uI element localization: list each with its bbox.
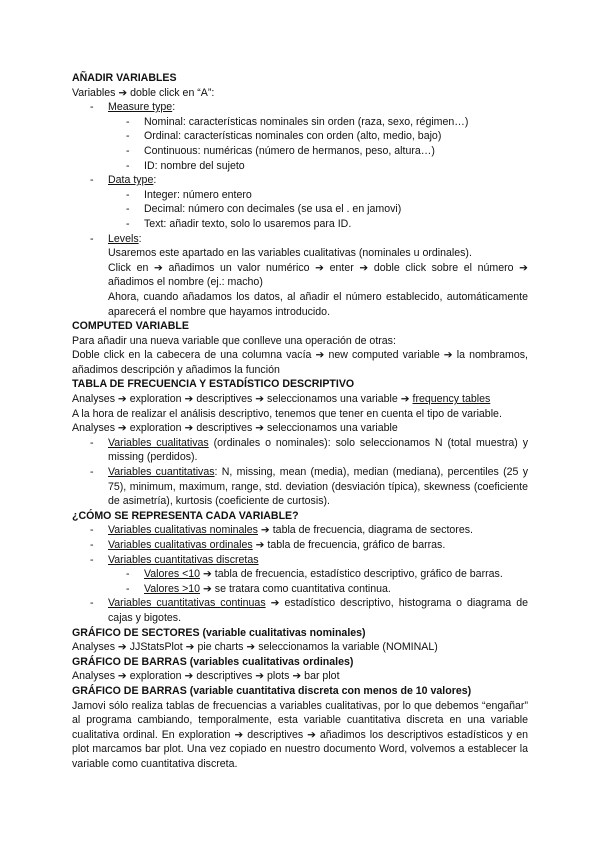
levels-paragraph: Click en ➔ añadimos un valor numérico ➔ enter ➔ doble click sobre el número ➔ añadimos el nombre (ej.: macho) xyxy=(108,261,528,289)
paragraph: Analyses ➔ exploration ➔ descriptives ➔ plots ➔ bar plot xyxy=(72,670,340,683)
heading-computed-variable: COMPUTED VARIABLE xyxy=(72,320,189,333)
list-item xyxy=(72,436,528,465)
underlined-term: Variables cuantitativas xyxy=(108,466,215,479)
frequency-tables-text: frequency tables xyxy=(412,393,491,406)
list-item xyxy=(72,538,528,553)
text-run: ➔ tabla de frecuencia, diagrama de sectores. xyxy=(257,524,473,537)
text-run: Analyses ➔ exploration ➔ descriptives ➔ seleccionamos una variable ➔ xyxy=(72,393,413,406)
paragraph: A la hora de realizar el análisis descriptivo, tenemos que tener en cuenta el tipo de variable. xyxy=(72,407,502,420)
sublist-discretas xyxy=(108,567,528,596)
list-item-data-type: - Data type: - Integer: número entero - Decimal: número con decimales (se usa el . en jamovi) - Text: añadir texto, solo lo usaremos para ID. xyxy=(72,173,528,231)
data-type-label: Data type xyxy=(108,174,154,187)
heading-anadir-variables: AÑADIR VARIABLES xyxy=(72,72,177,84)
heading-grafico-barras-discreta: GRÁFICO DE BARRAS (variable cuantitativa discreta con menos de 10 valores) xyxy=(72,684,472,697)
underlined-term: Variables cualitativas ordinales xyxy=(108,539,253,551)
heading-grafico-barras-ordinales: GRÁFICO DE BARRAS (variables cualitativas ordinales) xyxy=(72,655,354,668)
list-item: - ID: nombre del sujeto xyxy=(108,159,528,174)
paragraph: Doble click en la cabecera de una columna vacía ➔ new computed variable ➔ la nombramos, añadimos descripción y añadimos la función xyxy=(72,349,528,376)
underlined-term: Variables cualitativas xyxy=(108,436,209,449)
document-body xyxy=(72,71,528,772)
underlined-term: Variables cuantitativas discretas xyxy=(108,553,259,566)
list-item: - Continuous: numéricas (número de hermanos, peso, altura…) xyxy=(108,144,528,159)
underlined-term: Valores <10 xyxy=(144,568,201,581)
paragraph-frequency-tables xyxy=(72,392,528,407)
list-item xyxy=(108,582,528,597)
levels-paragraph: Ahora, cuando añadamos los datos, al añadir el número establecido, automáticamente aparecerá el nombre que hayamos introducido. xyxy=(108,290,528,318)
text-run: : N, missing, mean (media), median (mediana), percentiles (25 y 75), minimum, maximum, range, std. deviation (desviación típica), skewness (coeficiente de asimetría), kurtosis (coeficiente de curtosis). xyxy=(108,466,528,508)
levels-paragraph: Usaremos este apartado en las variables cualitativas (nominales u ordinales). xyxy=(108,247,472,260)
paragraph: Analyses ➔ exploration ➔ descriptives ➔ seleccionamos una variable xyxy=(72,422,398,435)
list-variable-types xyxy=(72,436,528,509)
list-item xyxy=(72,523,528,538)
heading-como-se-representa: ¿CÓMO SE REPRESENTA CADA VARIABLE? xyxy=(72,509,299,522)
list-item: - Decimal: número con decimales (se usa el . en jamovi) xyxy=(108,202,528,217)
text-run: ➔ se tratara como cuantitativa continua. xyxy=(200,582,391,595)
underlined-term: Valores >10 xyxy=(144,582,201,595)
list-item xyxy=(108,567,528,582)
list-item: - Ordinal: características nominales con orden (alto, medio, bajo) xyxy=(108,129,528,144)
text-run: ➔ tabla de frecuencia, gráfico de barras. xyxy=(252,539,446,551)
list-item: - Text: añadir texto, solo lo usaremos para ID. xyxy=(108,217,528,232)
measure-type-list xyxy=(108,115,528,173)
paragraph: Analyses ➔ JJStatsPlot ➔ pie charts ➔ seleccionamos la variable (NOMINAL) xyxy=(72,641,438,654)
underlined-term: Variables cuantitativas continuas xyxy=(108,597,266,610)
text-run: ➔ estadístico descriptivo, histograma o diagrama de cajas y bigotes. xyxy=(108,597,528,624)
measure-type-label: Measure type xyxy=(108,101,173,114)
list-item: - Integer: número entero xyxy=(108,188,528,203)
list-item xyxy=(72,465,528,509)
heading-tabla-frecuencia: TABLA DE FRECUENCIA Y ESTADÍSTICO DESCRIPTIVO xyxy=(72,378,355,391)
list-item-measure-type: - Measure type: - Nominal: características nominales sin orden (raza, sexo, régimen…) - Ordinal: características nominales con orden (alto, medio, bajo) - Continuous: numéricas (número de hermanos, peso, altura…) - ID: nombre del sujeto xyxy=(72,100,528,173)
heading-grafico-sectores: GRÁFICO DE SECTORES (variable cualitativas nominales) xyxy=(72,626,366,639)
list-item-levels: - Levels: Usaremos este apartado en las variables cualitativas (nominales u ordinales). Click en ➔ añadimos un valor numérico ➔ enter ➔ doble click sobre el número ➔ añadimos el nombre (ej.: macho) Ahora, cuando añadamos los datos, al añadir el número establecido, automáticamente aparecerá el nombre que hayamos introducido. xyxy=(72,232,528,320)
list-anadir-variables xyxy=(72,100,528,319)
list-representations xyxy=(72,523,528,625)
text-run: ➔ tabla de frecuencia, estadístico descriptivo, gráfico de barras. xyxy=(200,568,503,581)
paragraph: Jamovi sólo realiza tablas de frecuencias a variables cualitativas, por lo que debemos “engañar” al programa cambiando, temporalmente, esta variable cuantitativa discreta en una variable cualitativa ordinal. En exploration ➔ descriptives ➔ añadimos los descriptivos estadísticos y en plot marcamos bar plot. Una vez copiado en nuestro documento Word, volvemos a establecer la variable como cuantitativa discreta. xyxy=(72,699,528,770)
underlined-term: Variables cualitativas nominales xyxy=(108,524,258,537)
list-item xyxy=(72,553,528,597)
list-item xyxy=(72,596,528,625)
paragraph-variables-intro: Variables ➔ doble click en “A”: xyxy=(72,86,215,99)
levels-label: Levels xyxy=(108,232,139,245)
text-run: (ordinales o nominales): solo seleccionamos N (total muestra) y missing (perdidos). xyxy=(108,436,528,464)
list-item: - Nominal: características nominales sin orden (raza, sexo, régimen…) xyxy=(108,115,528,130)
data-type-list xyxy=(108,188,528,232)
paragraph: Para añadir una nueva variable que conlleve una operación de otras: xyxy=(72,334,396,347)
